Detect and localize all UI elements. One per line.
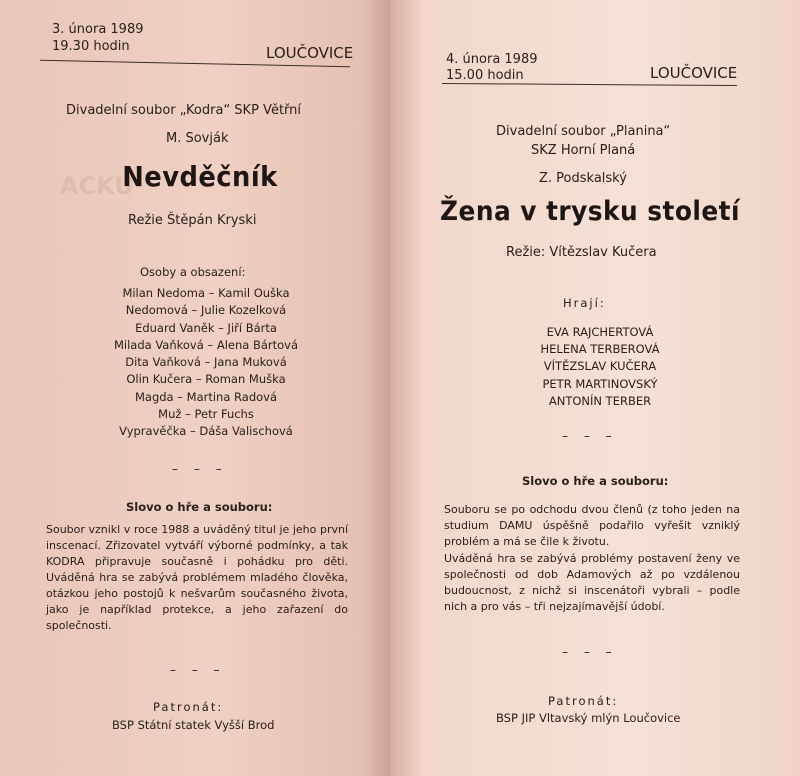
left-cast-list [10,285,392,441]
right-time: 15.00 hodin [446,68,524,83]
right-header-rule [442,83,737,86]
left-bleed-through: ACKU [60,172,134,200]
cast-line: VÍTĚZSLAV KUČERA [543,359,657,374]
left-place: LOUČOVICE [266,44,354,62]
right-about-text-2: Uváděná hra se zabývá problémy postavení ženy ve společnosti od dob Adamových až po vzdálenou budoucnost, z nichž si inscenátoři vybrali – podle nich a pro vás – tři nejzajímavější údobí. [444,552,740,613]
right-patron: BSP JIP Vltavský mlýn Loučovice [496,711,681,725]
cast-line: EVA RAJCHERTOVÁ [546,325,654,339]
cast-line: Milan Nedoma – Kamil Ouška [122,286,290,300]
right-author: Z. Podskalský [539,171,627,186]
left-director: Režie Štěpán Kryski [128,213,257,228]
left-patron-heading: Patronát: [153,700,224,714]
left-about-heading: Slovo o hře a souboru: [126,500,273,514]
right-about-text-1: Souboru se po odchodu dvou členů (z toho jeden na studium DAMU úspěšně podařilo vyřešit vzniklý problém a má se čile k životu. [444,503,740,548]
left-separator-2: – – – [170,663,226,677]
cast-line: Eduard Vaněk – Jiří Bárta [135,320,277,335]
right-place: LOUČOVICE [650,64,738,82]
cast-line: Nedomová – Julie Kozelková [125,303,287,318]
left-about-text: Soubor vznikl v roce 1988 a uváděný titul je jeho první inscenací. Zřizovatel vytváří výborné podmínky, a tak KODRA připravuje současně i pohádku pro děti. Uváděná hra se zabývá problémem mladého člověka, otázkou jeho postojů k nešvarům současného života, jako je například protekce, a jeho zařazení do společnosti. [46,523,348,632]
left-date: 3. února 1989 [52,22,144,37]
cast-line: Olin Kučera – Roman Muška [126,372,286,387]
cast-line: PETR MARTINOVSKÝ [542,376,658,391]
right-cast-heading: Hrají: [563,296,606,310]
cast-line: Dita Vaňková – Jana Muková [125,355,287,370]
left-author: M. Sovják [166,131,229,146]
right-about-heading: Slovo o hře a souboru: [522,474,669,488]
cast-line: ANTONÍN TERBER [548,393,652,408]
left-separator-1: – – – [172,462,228,476]
cast-line: Milada Vaňková – Alena Bártová [113,337,299,352]
cast-line: Magda – Martina Radová [134,389,278,404]
right-ensemble-line-1: Divadelní soubor „Planina“ [496,124,671,139]
left-time: 19.30 hodin [52,39,130,54]
left-program-page [0,0,392,776]
right-patron-heading: Patronát: [548,694,619,708]
cast-line: Muž – Petr Fuchs [158,407,254,422]
right-director: Režie: Vítězslav Kučera [506,245,657,260]
right-program-page [390,0,800,776]
right-title: Žena v trysku století [440,196,740,227]
left-title: Nevděčník [122,160,278,193]
cast-line: HELENA TERBEROVÁ [540,342,660,357]
right-separator-2: – – – [562,645,618,659]
right-ensemble-line-2: SKZ Horní Planá [531,143,636,158]
right-date: 4. února 1989 [446,52,538,67]
left-patron: BSP Státní statek Vyšší Brod [112,718,275,732]
left-ensemble: Divadelní soubor „Kodra“ SKP Větřní [66,103,302,118]
cast-line: Vypravěčka – Dáša Valischová [119,424,293,439]
left-cast-heading: Osoby a obsazení: [140,265,246,279]
right-cast-list [480,324,720,410]
right-separator-1: – – – [562,429,618,443]
